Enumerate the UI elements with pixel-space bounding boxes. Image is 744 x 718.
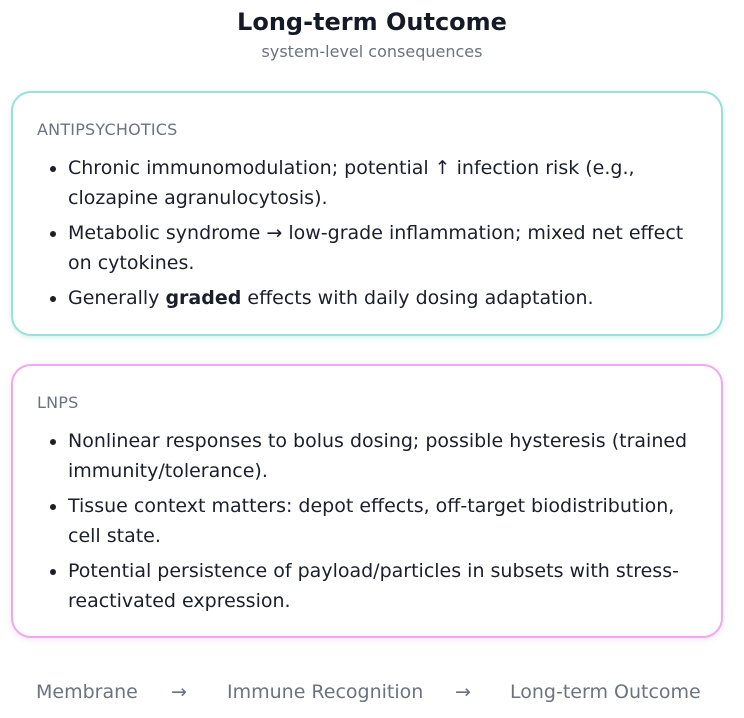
list-item — [68, 283, 697, 313]
list-item: • Chronic immunomodulation; potential ↑ infection risk (e.g., clozapine agranulocytosis). — [68, 153, 697, 213]
header — [0, 0, 744, 62]
breadcrumb-membrane[interactable]: Membrane — [36, 681, 138, 703]
list-item: • Metabolic syndrome → low-grade inflammation; mixed net effect on cytokines. — [68, 218, 697, 278]
antipsychotics-label: ANTIPSYCHOTICS — [37, 120, 178, 139]
item-text-emphasis: graded — [165, 287, 242, 309]
breadcrumb — [0, 676, 744, 710]
lnps-card — [11, 364, 723, 638]
antipsychotics-list — [37, 153, 697, 313]
page-subtitle: system-level consequences — [261, 42, 483, 61]
page-title: Long-term Outcome — [237, 8, 507, 36]
list-item: • Nonlinear responses to bolus dosing; possible hysteresis (trained immunity/tolerance). — [68, 426, 697, 486]
breadcrumb-immune-recognition[interactable]: Immune Recognition — [227, 681, 424, 703]
antipsychotics-card — [11, 91, 723, 336]
lnps-label: LNPS — [37, 393, 79, 412]
item-text-prefix: Generally — [68, 287, 166, 309]
breadcrumb-arrow-icon: → — [455, 681, 471, 703]
breadcrumb-arrow-icon: → — [171, 681, 187, 703]
list-item: • Tissue context matters: depot effects, off-target biodistribution, cell state. — [68, 491, 697, 551]
lnps-list — [37, 426, 697, 616]
list-item: • Potential persistence of payload/particles in subsets with stress-reactivated expression. — [68, 556, 697, 616]
item-text-suffix: effects with daily dosing adaptation. — [241, 287, 594, 309]
breadcrumb-long-term-outcome[interactable]: Long-term Outcome — [510, 681, 701, 703]
